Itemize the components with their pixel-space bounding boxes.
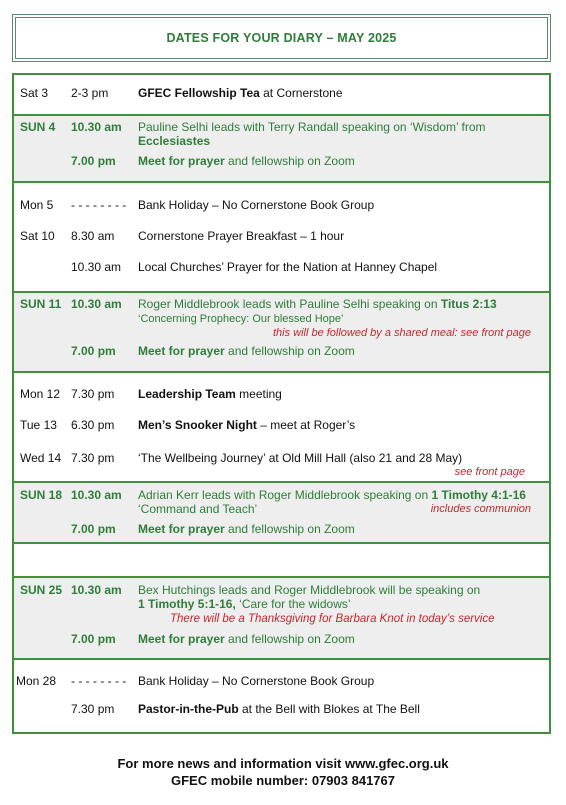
event-desc-line2: Ecclesiastes bbox=[138, 134, 211, 148]
event-title: GFEC Fellowship Tea bbox=[138, 86, 260, 100]
event-time: 10.30 am bbox=[71, 297, 122, 311]
sermon-title: ‘Command and Teach’ bbox=[138, 502, 258, 516]
event-time: 7.30 pm bbox=[71, 702, 115, 716]
prayer-bold: Meet for prayer bbox=[138, 522, 225, 536]
page-title: DATES FOR YOUR DIARY – MAY 2025 bbox=[166, 31, 397, 45]
event-time: 2-3 pm bbox=[71, 86, 109, 100]
event-time: 10.30 am bbox=[71, 488, 122, 502]
event-desc-text: Roger Middlebrook leads with Pauline Selhi speaking on bbox=[138, 297, 441, 311]
event-desc bbox=[138, 86, 343, 100]
event-day: Tue 13 bbox=[20, 418, 57, 432]
event-desc-text: Adrian Kerr leads with Roger Middlebrook speaking on bbox=[138, 488, 432, 502]
event-sat-3 bbox=[14, 75, 549, 116]
diary-table bbox=[12, 73, 551, 734]
event-day: Sat 3 bbox=[20, 86, 49, 100]
prayer-rest: and fellowship on Zoom bbox=[224, 344, 355, 358]
event-sun-4 bbox=[14, 116, 549, 183]
event-time: 10.30 am bbox=[71, 583, 122, 597]
event-desc: Bank Holiday – No Cornerstone Book Group bbox=[138, 198, 375, 212]
prayer-rest: and fellowship on Zoom bbox=[224, 522, 355, 536]
event-day: Mon 28 bbox=[16, 674, 57, 688]
event-note: see front page bbox=[454, 466, 525, 478]
event-title: Pastor-in-the-Pub bbox=[138, 702, 239, 716]
prayer-rest: and fellowship on Zoom bbox=[224, 632, 355, 646]
event-desc: Pauline Selhi leads with Terry Randall speaking on ‘Wisdom’ from bbox=[138, 120, 486, 134]
event-desc: ‘The Wellbeing Journey’ at Old Mill Hall (also 21 and 28 May) bbox=[138, 451, 463, 465]
event-day: Mon 12 bbox=[20, 387, 61, 401]
event-day: Sat 10 bbox=[20, 229, 55, 243]
event-desc: Bex Hutchings leads and Roger Middlebrook will be speaking on bbox=[138, 583, 481, 597]
event-day: SUN 25 bbox=[20, 583, 63, 597]
prayer-bold: Meet for prayer bbox=[138, 632, 225, 646]
events-mon5-sat10 bbox=[14, 183, 549, 293]
scripture-ref: Titus 2:13 bbox=[440, 297, 497, 311]
prayer-time: 7.00 pm bbox=[71, 632, 116, 646]
events-mon12-wed14 bbox=[14, 373, 549, 483]
empty-row bbox=[14, 544, 549, 578]
prayer-time: 7.00 pm bbox=[71, 344, 116, 358]
event-day: Wed 14 bbox=[20, 451, 62, 465]
prayer-rest: and fellowship on Zoom bbox=[224, 154, 355, 168]
event-title: Men’s Snooker Night bbox=[138, 418, 257, 432]
title-box bbox=[12, 14, 551, 62]
event-desc bbox=[138, 418, 355, 432]
event-time: 6.30 pm bbox=[71, 418, 115, 432]
prayer-time: 7.00 pm bbox=[71, 154, 116, 168]
events-mon28 bbox=[14, 660, 549, 732]
prayer-desc bbox=[138, 632, 355, 646]
footer-phone: GFEC mobile number: 07903 841767 bbox=[171, 773, 395, 788]
event-time: - - - - - - - - bbox=[71, 674, 127, 688]
title-inner bbox=[15, 17, 548, 59]
event-desc: Cornerstone Prayer Breakfast – 1 hour bbox=[138, 229, 345, 243]
event-desc bbox=[138, 702, 420, 716]
sermon-title: ‘Care for the widows’ bbox=[235, 597, 351, 611]
event-title: Leadership Team bbox=[138, 387, 236, 401]
event-note: includes communion bbox=[430, 503, 531, 515]
event-sun-18 bbox=[14, 483, 549, 544]
event-desc: Local Churches’ Prayer for the Nation at Hanney Chapel bbox=[138, 260, 438, 274]
event-desc-line2 bbox=[138, 597, 351, 611]
event-desc: Bank Holiday – No Cornerstone Book Group bbox=[138, 674, 375, 688]
event-day: SUN 11 bbox=[20, 297, 62, 311]
event-rest: – meet at Roger’s bbox=[256, 418, 356, 432]
event-time: 7.30 pm bbox=[71, 451, 115, 465]
prayer-bold: Meet for prayer bbox=[138, 154, 225, 168]
event-rest: meeting bbox=[235, 387, 282, 401]
event-day: SUN 4 bbox=[20, 120, 56, 134]
scripture-ref: 1 Timothy 5:1-16, bbox=[138, 597, 236, 611]
event-note: There will be a Thanksgiving for Barbara Knot in today’s service bbox=[170, 613, 495, 625]
event-desc bbox=[138, 297, 497, 311]
event-time: 7.30 pm bbox=[71, 387, 115, 401]
event-day: Mon 5 bbox=[20, 198, 54, 212]
sermon-title: ‘Concerning Prophecy: Our blessed Hope’ bbox=[138, 313, 344, 325]
event-sun-25 bbox=[14, 578, 549, 660]
event-note: this will be followed by a shared meal: see front page bbox=[272, 327, 531, 339]
event-time: 8.30 am bbox=[71, 229, 115, 243]
event-desc bbox=[138, 488, 526, 502]
event-time: 10.30 am bbox=[71, 120, 122, 134]
prayer-time: 7.00 pm bbox=[71, 522, 116, 536]
event-time: 10.30 am bbox=[71, 260, 122, 274]
scripture-ref: 1 Timothy 4:1-16 bbox=[431, 488, 526, 502]
prayer-desc bbox=[138, 522, 355, 536]
prayer-bold: Meet for prayer bbox=[138, 344, 225, 358]
event-day: SUN 18 bbox=[20, 488, 63, 502]
event-time: - - - - - - - - bbox=[71, 198, 127, 212]
event-location: at Cornerstone bbox=[259, 86, 343, 100]
prayer-desc bbox=[138, 344, 355, 358]
event-sun-11 bbox=[14, 293, 549, 373]
prayer-desc bbox=[138, 154, 355, 168]
footer-website: For more news and information visit www.gfec.org.uk bbox=[117, 756, 449, 771]
event-desc bbox=[138, 387, 282, 401]
event-rest: at the Bell with Blokes at The Bell bbox=[238, 702, 420, 716]
